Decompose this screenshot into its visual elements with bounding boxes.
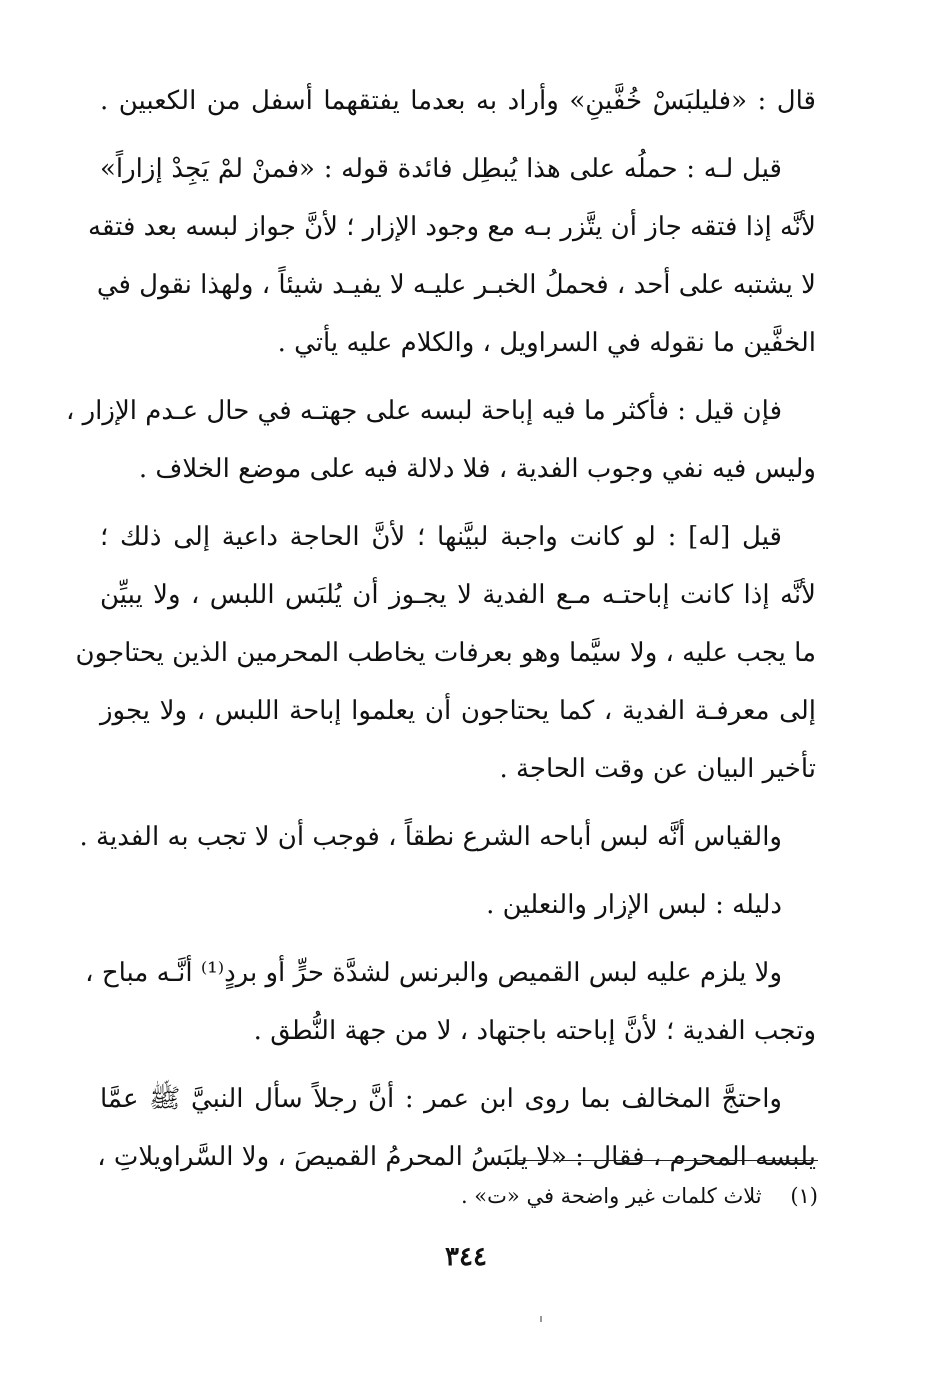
text-line: دليله : لبس الإزار والنعلين .	[486, 890, 782, 920]
paragraph-gap	[100, 798, 816, 808]
text-line: لا يشتبه على أحد ، فحملُ الخبـر عليـه لا يفيـد شيئاً ، ولهذا نقول في	[96, 270, 816, 300]
paragraph-gap	[100, 1060, 816, 1070]
paragraph-gap	[100, 130, 816, 140]
text-line: فإن قيل : فأكثر ما فيه إباحة لبسه على جهتـه في حال عـدم الإزار ،	[65, 396, 782, 426]
text-line: ولا يلزم عليه لبس القميص والبرنس لشدَّة حرٍّ أو بردٍ⁽¹⁾ أنَّـه مباح ،	[85, 958, 782, 988]
text-line: والقياس أنَّه لبس أباحه الشرع نطقاً ، فوجب أن لا تجب به الفدية .	[79, 822, 782, 852]
paragraph-gap	[100, 498, 816, 508]
text-line: قال : «فليلبَسْ خُفَّينِ» وأراد به بعدما يفتقهما أسفل من الكعبين .	[100, 86, 816, 116]
text-line: إلى معرفـة الفدية ، كما يحتاجون أن يعلموا إباحة اللبس ، ولا يجوز	[100, 696, 816, 726]
footnote-divider	[518, 1160, 818, 1161]
text-line: ما يجب عليه ، ولا سيَّما وهو بعرفات يخاطب المحرمين الذين يحتاجون	[75, 638, 816, 668]
text-line: لأنَّه إذا كانت إباحتـه مـع الفدية لا يجـوز أن يُلبَس اللبس ، ولا يبيِّن	[100, 580, 816, 610]
footnote-text: ثلاث كلمات غير واضحة في «ت» .	[460, 1184, 762, 1208]
text-line: وتجب الفدية ؛ لأنَّ إباحته باجتهاد ، لا من جهة النُّطق .	[253, 1016, 816, 1046]
text-line: تأخير البيان عن وقت الحاجة .	[499, 754, 816, 784]
text-line: قيل لـه : حملُه على هذا يُبطِل فائدة قوله : «فمنْ لمْ يَجِدْ إزاراً»	[100, 154, 782, 184]
text-line: لأنَّه إذا فتقه جاز أن يتَّزر بـه مع وجود الإزار ؛ لأنَّ جواز لبسه بعد فتقه	[88, 212, 816, 242]
text-line: واحتجَّ المخالف بما روى ابن عمر : أنَّ رجلاً سأل النبيَّ ﷺ عمَّا	[100, 1084, 782, 1114]
footnote	[300, 1176, 818, 1216]
text-line: يلبسه المحرم ، فقال : «لا يلبَسُ المحرمُ القميصَ ، ولا السَّراويلاتِ ،	[97, 1142, 816, 1172]
page-number: ٣٤٤	[445, 1242, 487, 1272]
paragraph-gap	[100, 866, 816, 876]
main-text	[65, 72, 816, 1186]
footnote-number: (١)	[790, 1184, 818, 1208]
paragraph-gap	[100, 934, 816, 944]
scan-speck	[540, 1316, 542, 1322]
text-line: قيل [له] : لو كانت واجبة لبيَّنها ؛ لأنَّ الحاجة داعية إلى ذلك ؛	[100, 522, 782, 552]
paragraph-gap	[100, 372, 816, 382]
text-line: الخفَّين ما نقوله في السراويل ، والكلام عليه يأتي .	[277, 328, 816, 358]
text-line: وليس فيه نفي وجوب الفدية ، فلا دلالة فيه على موضع الخلاف .	[138, 454, 816, 484]
